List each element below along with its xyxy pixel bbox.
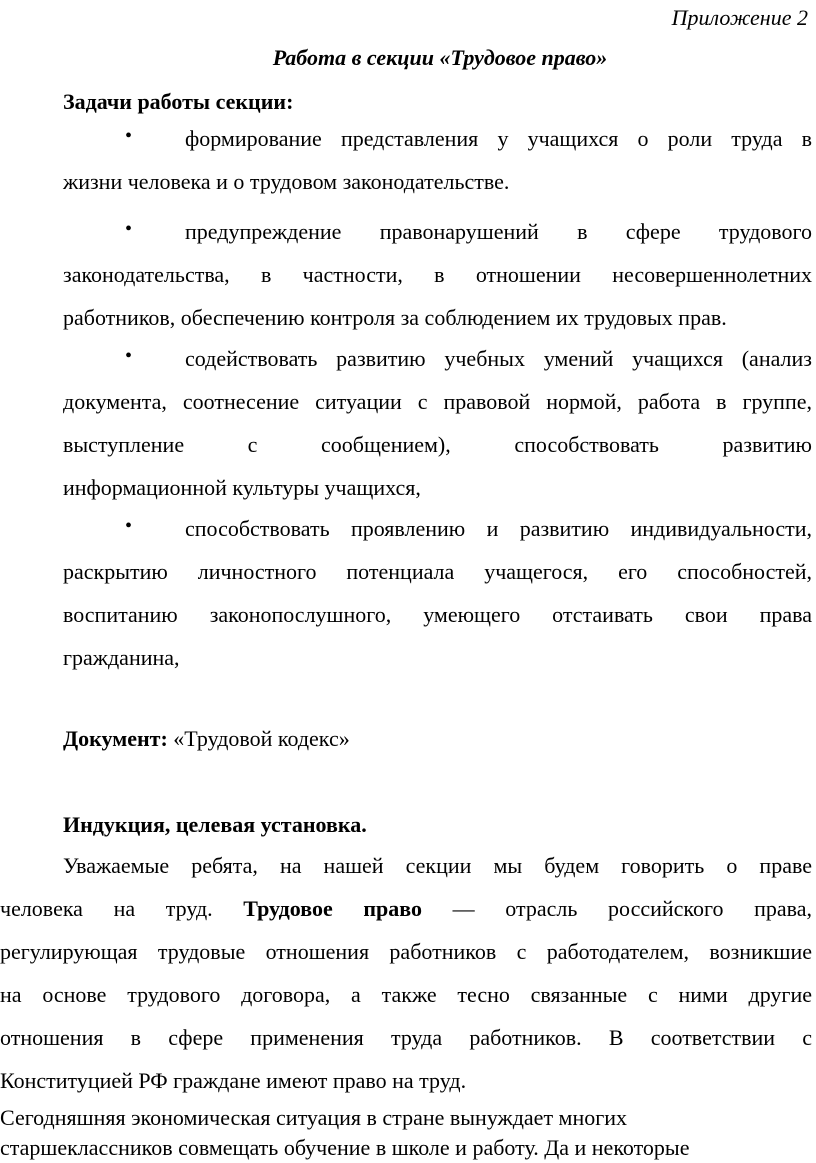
task-item-3-line-2: документа, соотнесение ситуации с правовой нормой, работа в группе, [63, 389, 812, 414]
task-item-2-line-1 [63, 210, 812, 253]
task-item-4-line-2: раскрытию личностного потенциала учащегося, его способностей, [63, 559, 812, 584]
continuation-line-2: старшеклассников совмещать обучение в школе и работу. Да и некоторые [0, 1135, 690, 1160]
task-item-4 [63, 507, 812, 679]
task-item-text: предупреждение правонарушений в сфере трудового [185, 219, 812, 244]
task-item-text: формирование представления у учащихся о роли труда в [185, 126, 812, 151]
bullet-icon: • [125, 515, 133, 537]
task-item-text: способствовать проявлению и развитию индивидуальности, [185, 516, 812, 541]
task-item-2-line-2: законодательства, в частности, в отношении несовершеннолетних [63, 262, 812, 287]
task-item-3 [63, 337, 812, 509]
task-item-4-line-4: гражданина, [63, 645, 180, 670]
induction-line-6: Конституцией РФ граждане имеют право на труд. [0, 1068, 467, 1093]
task-item-2-line-3: работников, обеспечению контроля за соблюдением их трудовых прав. [63, 305, 727, 330]
induction-line-2-text: человека на труд. [0, 896, 213, 921]
task-item-1-line-2: жизни человека и о трудовом законодательстве. [63, 169, 510, 194]
task-item-2 [63, 210, 812, 339]
document-value: «Трудовой кодекс» [167, 726, 350, 751]
task-item-text: содействовать развитию учебных умений учащихся (анализ [185, 346, 812, 371]
induction-line-1-text: Уважаемые ребята, на нашей секции мы будем говорить о праве [63, 853, 812, 878]
bullet-icon: • [125, 345, 133, 367]
induction-line-2 [0, 887, 812, 930]
induction-line-4: на основе трудового договора, а также тесно связанные с ними другие [0, 982, 812, 1007]
appendix-label: Приложение 2 [671, 5, 808, 30]
labor-law-term: Трудовое право [243, 896, 423, 921]
tasks-heading: Задачи работы секции: [63, 89, 294, 114]
task-item-3-line-4: информационной культуры учащихся, [63, 475, 421, 500]
induction-line-5: отношения в сфере применения труда работников. В соответствии с [0, 1025, 812, 1050]
induction-line-1 [0, 844, 812, 887]
task-item-4-line-3: воспитанию законопослушного, умеющего отстаивать свои права [63, 602, 812, 627]
continuation-line-1: Сегодняшняя экономическая ситуация в стране вынуждает многих [0, 1105, 628, 1130]
task-item-3-line-3: выступление с сообщением), способствовать развитию [63, 432, 812, 457]
induction-heading: Индукция, целевая установка. [63, 812, 367, 837]
bullet-icon: • [125, 218, 133, 240]
induction-paragraph [0, 844, 812, 1102]
page-title: Работа в секции «Трудовое право» [272, 45, 608, 70]
bullet-icon: • [125, 125, 133, 147]
induction-line-2-tail: — отрасль российского права, [452, 896, 812, 921]
induction-line-3: регулирующая трудовые отношения работников с работодателем, возникшие [0, 939, 812, 964]
document-line [63, 725, 350, 753]
document-label: Документ: [63, 726, 168, 751]
task-item-3-line-1 [63, 337, 812, 380]
task-item-4-line-1 [63, 507, 812, 550]
task-item-1 [63, 117, 812, 203]
task-item-1-line-1 [63, 117, 812, 160]
continuation-paragraph [0, 1103, 812, 1163]
